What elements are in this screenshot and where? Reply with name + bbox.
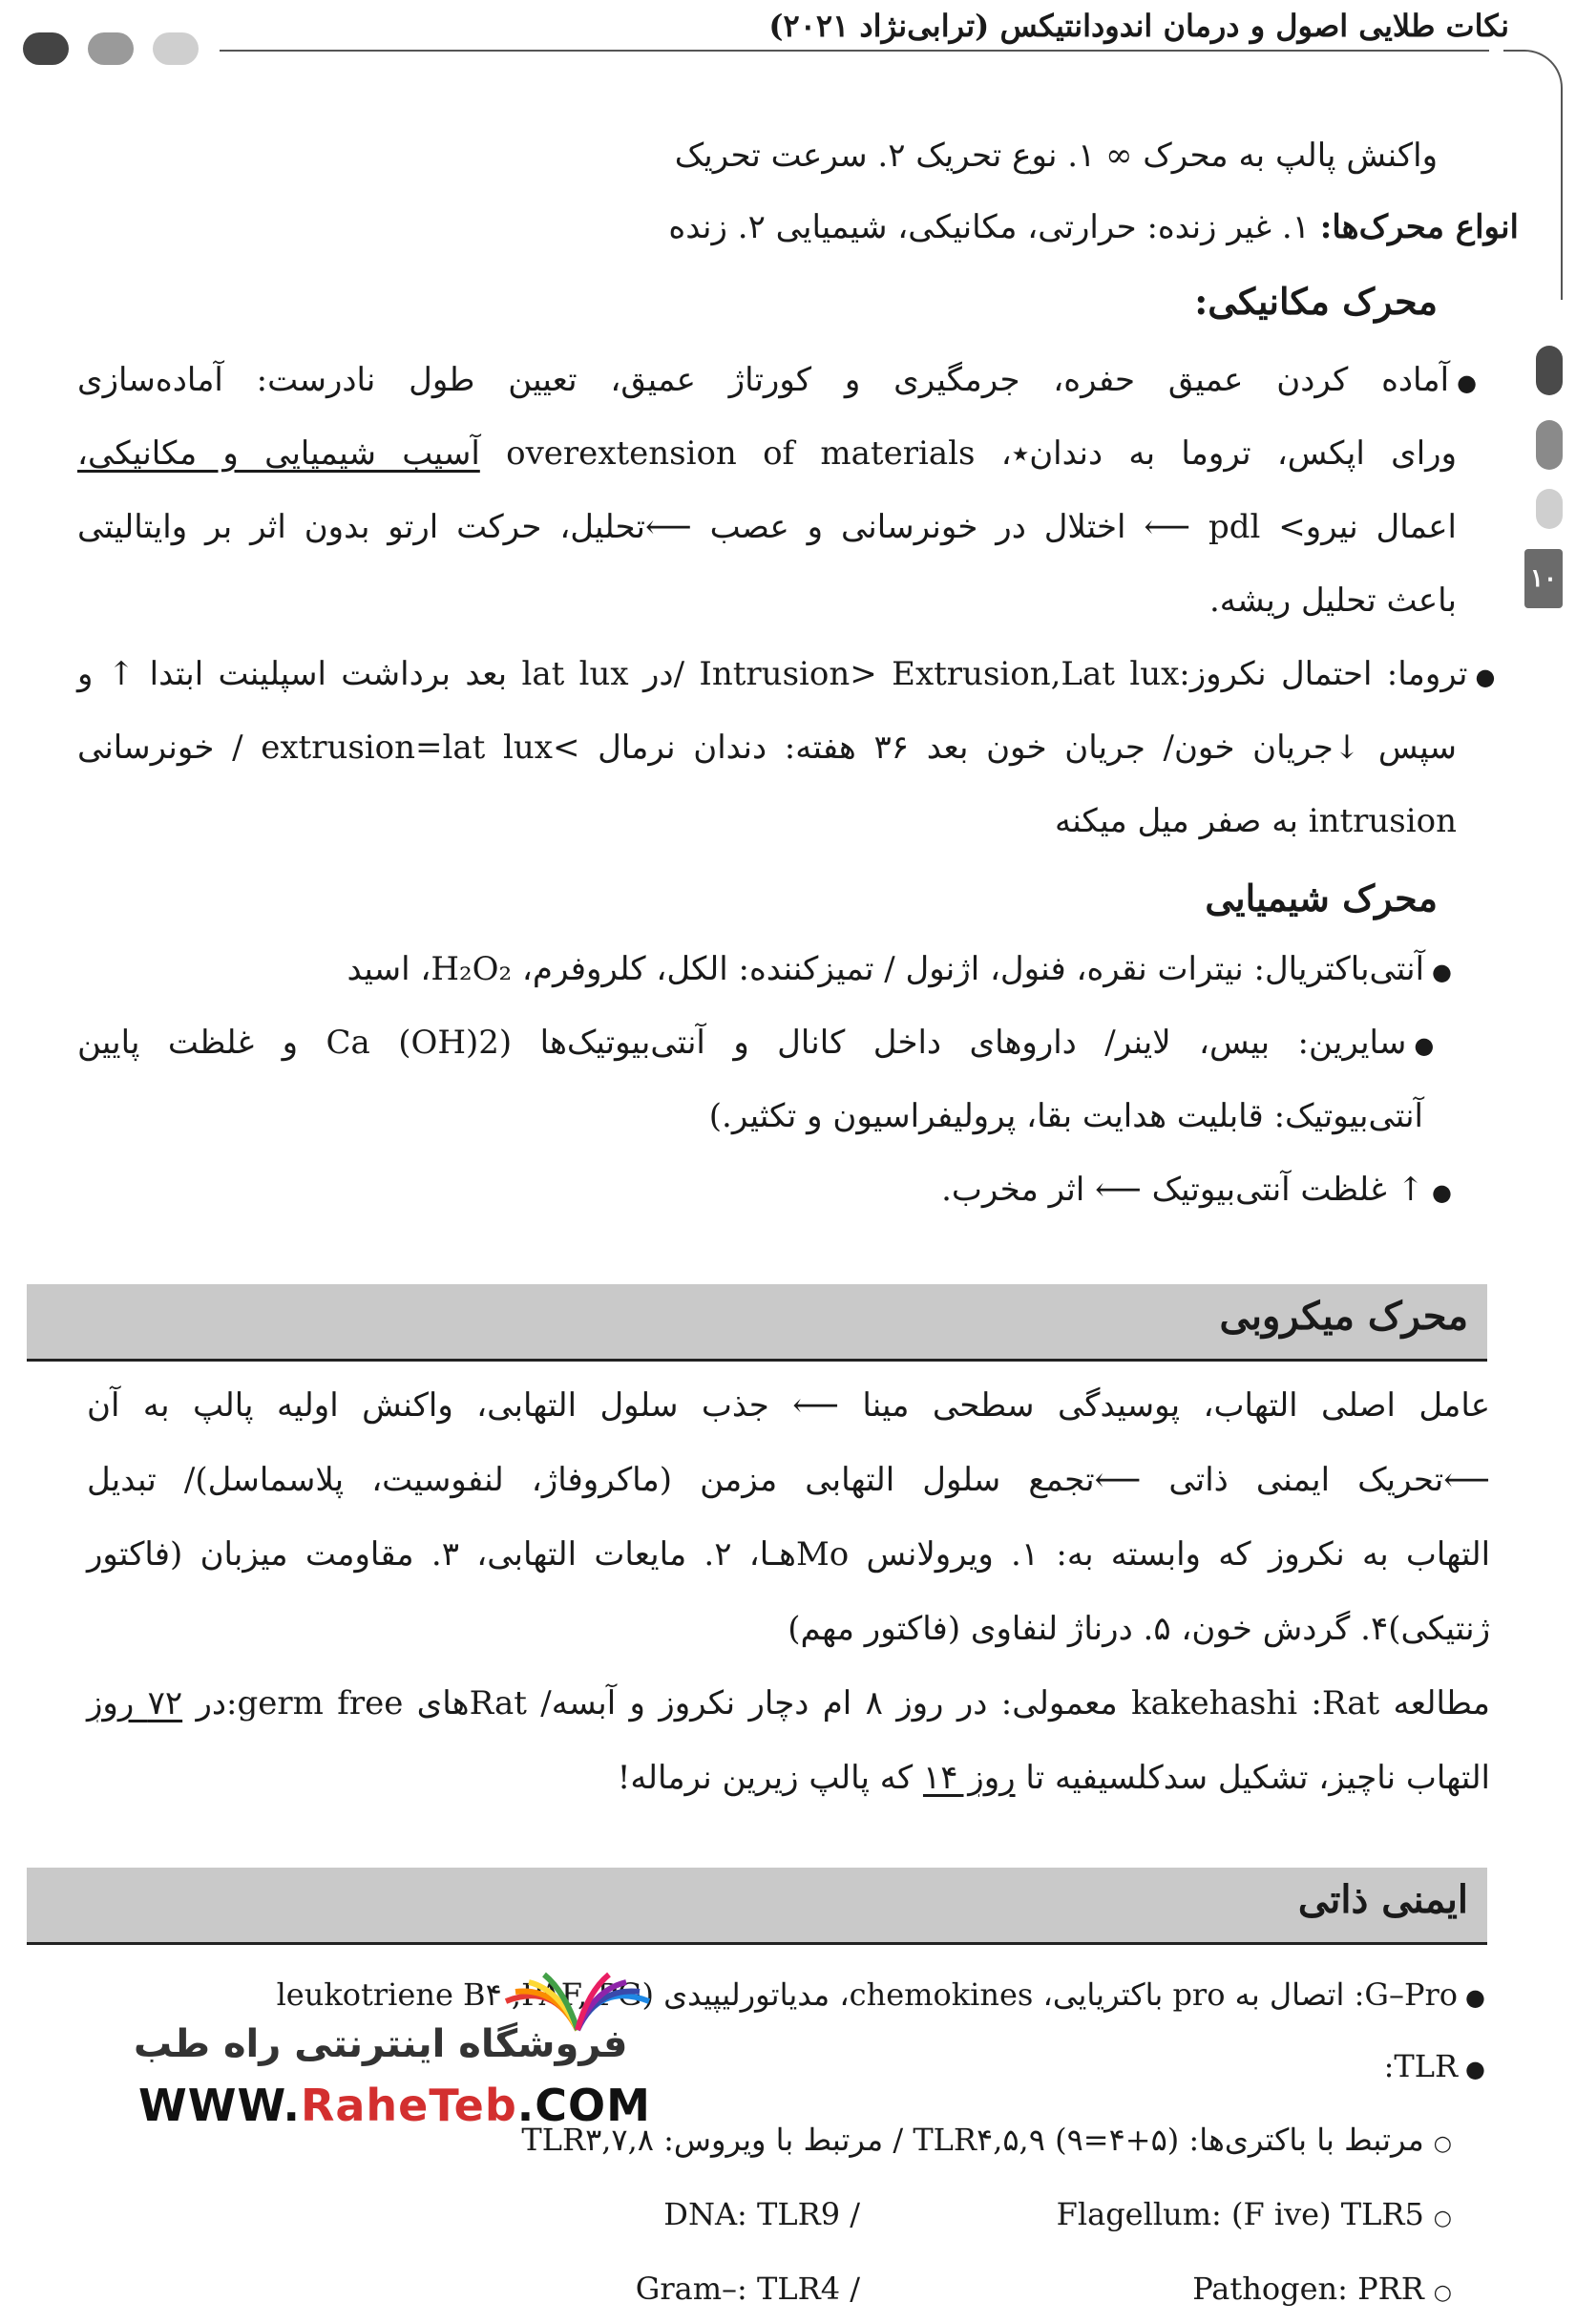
bullet-dot: ● <box>1475 664 1501 690</box>
chemical-bullet2-line1: ●سایرین: بیس، لاینر/ داروهای داخل کانال و آنتی‌بیوتیک‌ها (Ca (OH)2 و غلظت پایین <box>77 1024 1452 1062</box>
header-corner-curve <box>1503 50 1563 300</box>
mechanical-bullet2-line3: intrusion به صفر میل میکنه <box>1055 802 1457 840</box>
innate-bullet2: ●TLR: <box>1383 2048 1485 2084</box>
innate-sub3-left: / Gram–: TLR4 <box>635 2271 860 2307</box>
mechanical-heading: محرک مکانیکی: <box>1194 280 1438 323</box>
header-dot-light <box>153 32 199 65</box>
running-header-title: نکات طلایی اصول و درمان اندودانتیکس (ترابی‌نژاد ۲۰۲۱) <box>768 8 1509 44</box>
innate-sub1: ○مرتبط با باکتری‌ها: TLR۴,۵,۹ (۹=۴+۵) / مرتبط با ویروس: TLR۳,۷,۸ <box>521 2122 1452 2158</box>
watermark-store-name: فروشگاه اینترنتی راه طب <box>134 2022 628 2066</box>
microbial-line4: ژنتیکی)۴. گردش خون، ۵. درناژ لنفاوی (فاکتور مهم) <box>788 1610 1490 1648</box>
chemical-bullet3: ●↑ غلظت آنتی‌بیوتیک ⟵ اثر مخرب. <box>941 1171 1452 1209</box>
bullet-dot: ● <box>1432 959 1452 985</box>
header-rule <box>220 50 1489 52</box>
microbial-section-bar <box>27 1284 1487 1362</box>
side-tab-mid <box>1536 420 1563 470</box>
stimulus-types-label: انواع محرک‌ها: <box>1319 208 1519 246</box>
innate-sub3-right: ○Pathogen: PRR <box>1192 2271 1452 2307</box>
bullet-dot: ● <box>1432 1179 1452 1206</box>
side-tab-light <box>1536 489 1563 529</box>
bullet-dot: ● <box>1414 1032 1452 1059</box>
stimulus-types-line <box>668 208 1519 247</box>
chemical-bullet2-line2: آنتی‌بیوتیک: قابلیت هدایت بقا، پرولیفراسیون و تکثیر.) <box>708 1097 1423 1135</box>
page-number: ۱۰ <box>1524 549 1563 608</box>
mechanical-bullet2-line2: سپس ↓جریان خون/ جریان خون بعد ۳۶ هفته: دندان نرمال >extrusion=lat lux / خونرسانی <box>77 729 1457 767</box>
microbial-line6: التهاب ناچیز، تشکیل سدکلسیفیه تا روز ۱۴ که پالپ زیرین نرماله! <box>617 1759 1490 1797</box>
mechanical-bullet1-line3: اعمال نیرو> pdl ⟵ اختلال در خونرسانی و عصب ⟵تحلیل، حرکت ارتو بدون اثر بر وایتالیتی <box>77 508 1457 546</box>
mechanical-bullet1-line4: باعث تحلیل ریشه. <box>1208 581 1457 620</box>
innate-heading: ایمنی ذاتی <box>1297 1877 1468 1922</box>
bullet-dot: ● <box>1465 1984 1485 2011</box>
header-dot-mid <box>88 32 134 65</box>
microbial-line2: ⟵تحریک ایمنی ذاتی ⟵تجمع سلول التهابی مزمن (ماکروفاژ، لنفوسیت، پلاسماسل)/ تبدیل <box>87 1461 1490 1499</box>
bullet-dot: ● <box>1465 2056 1485 2082</box>
circle-bullet: ○ <box>1433 2132 1452 2156</box>
innate-sub2-left: / DNA: TLR9 <box>663 2196 860 2232</box>
microbial-line5: مطالعه kakehashi :Rat معمولی: در روز ۸ ام دچار نکروز و آبسه/ Ratهای germ free:در ۷۲ روز <box>87 1684 1490 1722</box>
innate-sub2-right: ○Flagellum: (F ive) TLR5 <box>1056 2196 1452 2232</box>
mechanical-bullet1-line2: ورای اپکس، تروما به دندان٭، overextension of materials آسیب شیمیایی و مکانیکی، <box>77 434 1457 473</box>
mechanical-bullet2-line1: ●تروما: احتمال نکروز:Intrusion> Extrusion,Lat lux /در lat lux بعد برداشت اسپلینت ابتدا ↑ و <box>77 655 1501 693</box>
circle-bullet: ○ <box>1433 2207 1452 2230</box>
watermark-url: WWW.RaheTeb.COM <box>138 2080 651 2131</box>
circle-bullet: ○ <box>1433 2281 1452 2305</box>
mechanical-bullet1-line1: ●آماده کردن عمیق حفره، جرمگیری و کورتاژ عمیق، تعیین طول نادرست: آماده‌سازی <box>77 361 1500 399</box>
side-tab-dark <box>1536 346 1563 395</box>
chemical-bullet1: ●آنتی‌باکتریال: نیترات نقره، فنول، اژنول / تمیزکننده: الکل، کلروفرم، H₂O₂، اسید <box>347 950 1452 988</box>
bullet-dot: ● <box>1457 370 1500 396</box>
microbial-heading: محرک میکروبی <box>1219 1294 1468 1339</box>
chemical-heading: محرک شیمیایی <box>1205 877 1438 919</box>
microbial-line3: التهاب به نکروز که وابسته به: ۱. ویرولانس Moهـا، ۲. مایعات التهابی، ۳. مقاومت میزبان (فاکتور <box>87 1535 1491 1574</box>
innate-section-bar <box>27 1868 1487 1945</box>
intro-line: واکنش پالپ به محرک ∞ ۱. نوع تحریک ۲. سرعت تحریک <box>674 137 1438 175</box>
header-dot-dark <box>23 32 69 65</box>
stimulus-types-text: ۱. غیر زنده: حرارتی، مکانیکی، شیمیایی ۲. زنده <box>668 208 1320 246</box>
innate-bullet1: ●G–Pro: اتصال به pro باکتریایی، chemokines، مدیاتورلیپیدی (leukotriene B۴ ,PAF, PG <box>276 1976 1485 2013</box>
microbial-line1: عامل اصلی التهاب، پوسیدگی سطحی مینا ⟵ جذب سلول التهابی، واکنش اولیه پالپ به آن <box>87 1386 1490 1425</box>
